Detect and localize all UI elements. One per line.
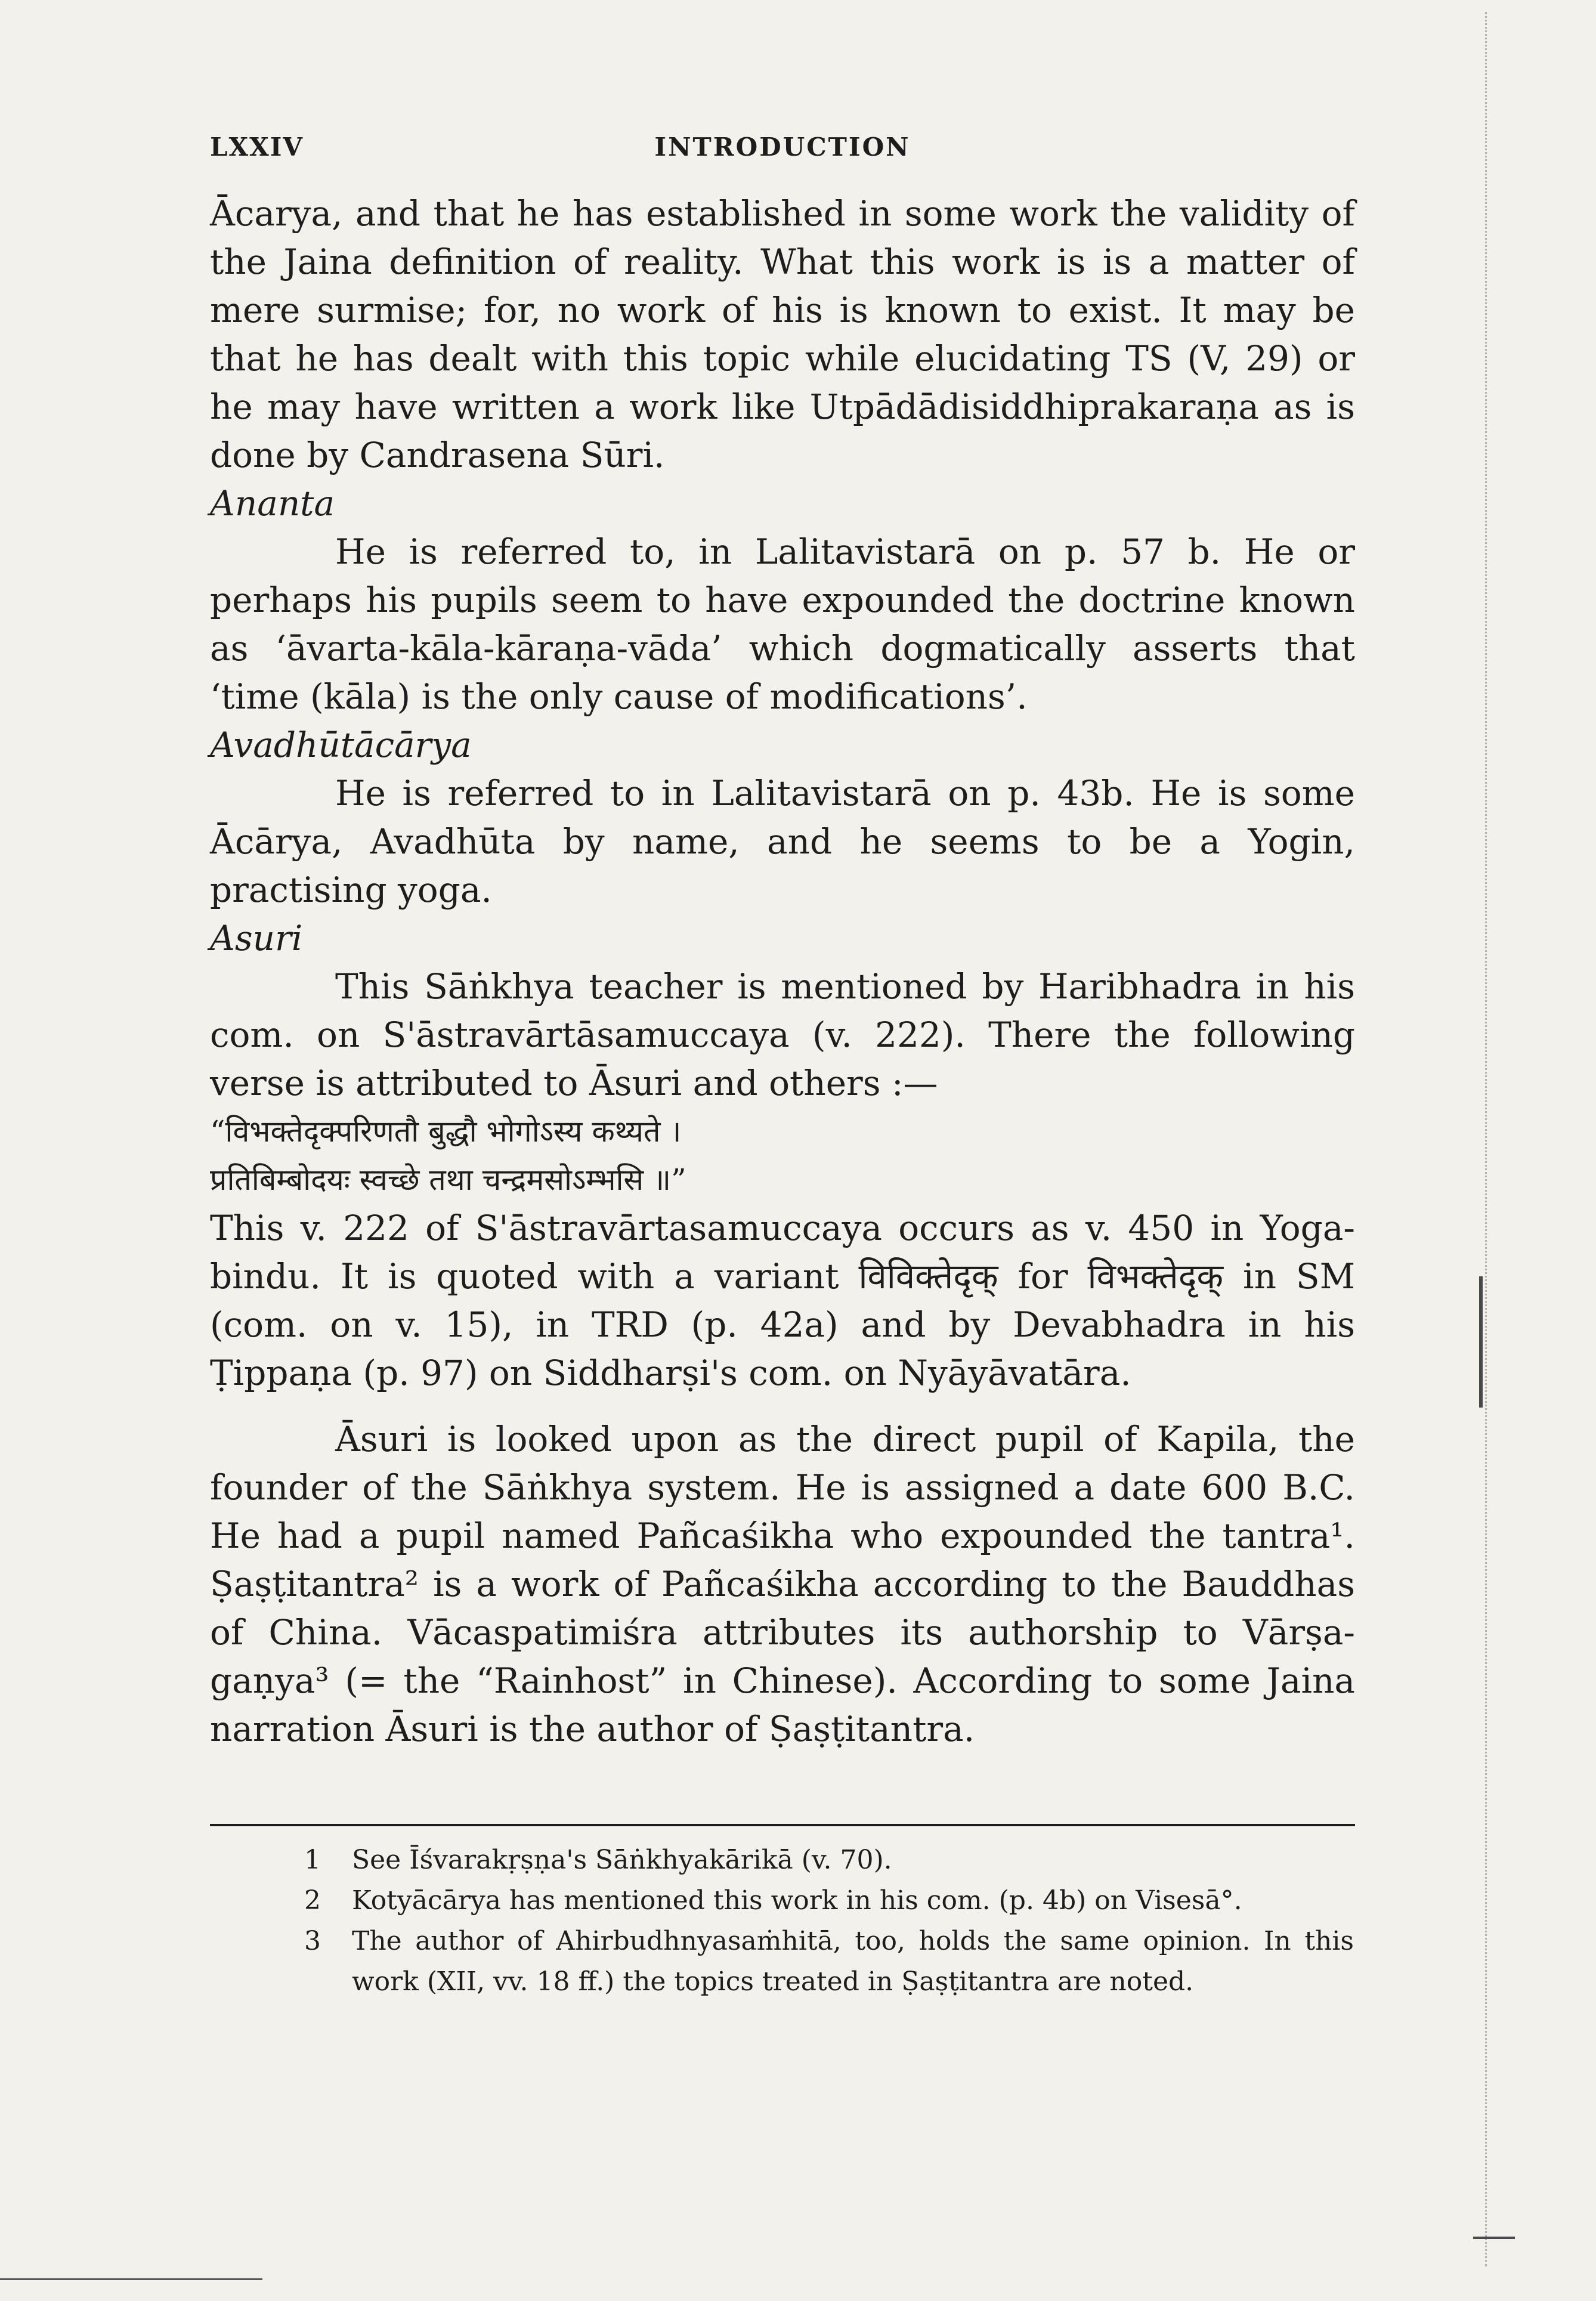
paragraph-ananta: He is referred to, in Lalitavistarā on p. 57 b. He or perhaps his pupils seem to have expounded the doctrine known as ‘āvarta-kāla-kāraṇa-vāda’ which dogmatically asserts that ‘time (kāla) is the only cause of modifications’. [210,531,1355,717]
footnote-text: The author of Ahirbudhnyasaṁhitā, too, holds the same opinion. In this work (XII, vv. 18 ff.) the topics treated in Ṣaṣṭitantra are noted. [352,1926,1354,1997]
scan-bottom-line [0,2278,262,2280]
chapter-title: INTRODUCTION [654,132,911,162]
sanskrit-verse-line-1: “विभक्तेदृक्परिणतौ बुद्धौ भोगोऽस्य कथ्यते । [210,1114,682,1149]
scan-binding-edge [1485,12,1499,2266]
page-number: LXXIV [210,132,304,162]
footnote-number: 2 [304,1885,321,1916]
running-head [210,132,1355,168]
heading-avadhutacarya: Avadhūtācārya [210,725,472,765]
footnote-number: 3 [304,1926,321,1956]
main-text [210,190,1355,1753]
paragraph-gap [210,1397,1355,1415]
footnote-text: See Īśvarakṛṣṇa's Sāṅkhyakārikā (v. 70). [352,1845,892,1875]
scan-edge-tick [1473,2237,1515,2239]
heading-asuri: Asuri [210,918,303,958]
footnote-text: Kotyācārya has mentioned this work in his com. (p. 4b) on Visesā°. [352,1885,1242,1916]
paragraph-asuri-intro: This Sāṅkhya teacher is mentioned by Haribhadra in his com. on S'āstravārtāsamuccaya (v. 222). There the following verse is attributed to Āsuri and others :— [210,966,1355,1103]
footnotes [304,1840,1354,2002]
paragraph-asuri-verse-source: This v. 222 of S'āstravārtasamuccaya occurs as v. 450 in Yoga-bindu. It is quoted with a variant विविक्तेदृक् for विभक्तेदृक् in SM (com. on v. 15), in TRD (p. 42a) and by Devabhadra in his Ṭippaṇa (p. 97) on Siddharṣi's com. on Nyāyāvatāra. [210,1208,1355,1393]
footnote-number: 1 [304,1845,321,1875]
sanskrit-verse-line-2: प्रतिबिम्बोदयः स्वच्छे तथा चन्द्रमसोऽम्भसि ॥” [210,1162,686,1197]
scan-edge-mark [1479,1276,1483,1408]
footnote-1 [304,1840,1354,1881]
footnote-2 [304,1881,1354,1921]
paragraph-avadhutacarya: He is referred to in Lalitavistarā on p. 43b. He is some Ācārya, Avadhūta by name, and he seems to be a Yogin, practising yoga. [210,773,1355,910]
footnote-3 [304,1921,1354,2002]
heading-ananta: Ananta [210,483,335,524]
paragraph-opening: Ācarya, and that he has established in some work the validity of the Jaina definition of reality. What this work is is a matter of mere surmise; for, no work of his is known to exist. It may be that he has dealt with this topic while elucidating TS (V, 29) or he may have written a work like Utpādādisiddhiprakaraṇa as is done by Candrasena Sūri. [210,193,1355,475]
footnote-rule [210,1824,1355,1826]
paragraph-asuri-kapila: Āsuri is looked upon as the direct pupil of Kapila, the founder of the Sāṅkhya system. He is assigned a date 600 B.C. He had a pupil named Pañcaśikha who expounded the tantra¹. Ṣaṣṭitantra² is a work of Pañcaśikha according to the Bauddhas of China. Vācaspatimiśra attributes its authorship to Vārṣa-gaṇya³ (= the “Rainhost” in Chinese). According to some Jaina narration Āsuri is the author of Ṣaṣṭitantra. [210,1419,1355,1749]
